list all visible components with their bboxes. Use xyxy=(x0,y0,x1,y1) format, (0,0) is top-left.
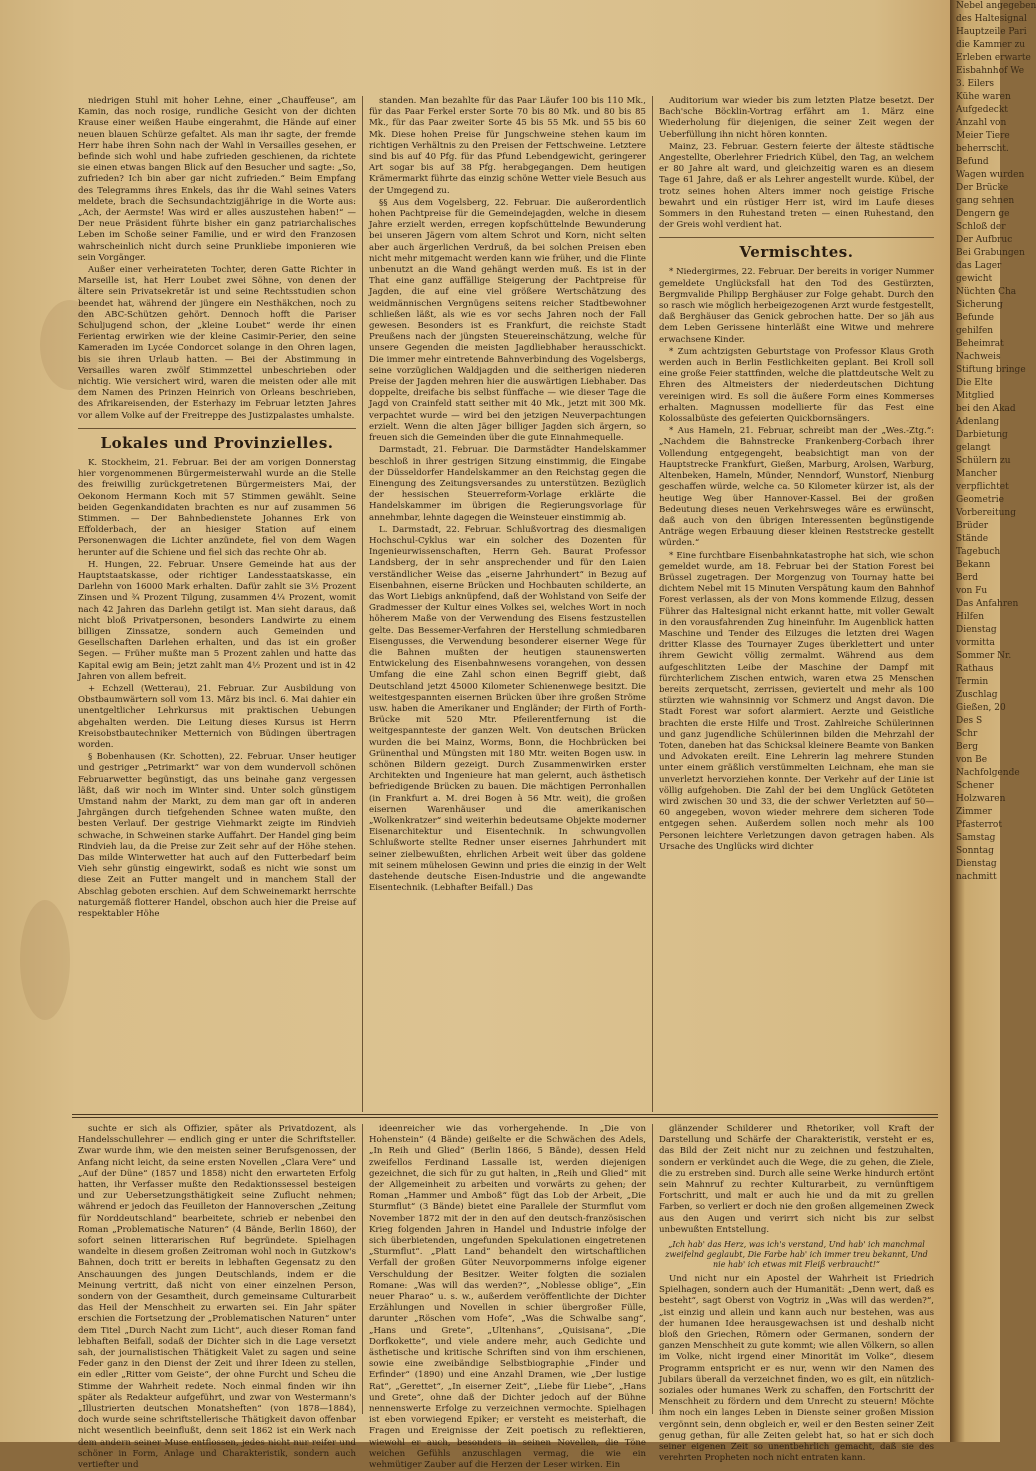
edge-snippet: Rathaus xyxy=(956,664,994,674)
section-heading: Lokales und Provinzielles. xyxy=(78,428,356,454)
section-heading: Vermischtes. xyxy=(659,237,934,263)
edge-snippet: des Haltesignal xyxy=(956,14,1027,24)
edge-snippet: Samstag xyxy=(956,833,996,843)
paragraph: + Echzell (Wetterau), 21. Februar. Zur Ausbildung von Obstbaumwärtern soll vom 13. März bis incl. 6. Mai dahier ein unentgeltlicher Lehrkursus mit praktischen Uebungen abgehalten werden. Die Leitung dieses Kursus ist Herrn Kreisobstbautechniker Metternich von Büdingen übertragen worden. xyxy=(78,683,356,750)
edge-snippet: Erleben erwarte xyxy=(956,53,1031,63)
edge-snippet: Wagen wurden xyxy=(956,170,1025,180)
edge-snippet: Die Elte xyxy=(956,378,993,388)
edge-snippet: Hilfen xyxy=(956,612,985,622)
edge-snippet: Der Brücke xyxy=(956,183,1009,193)
paper-stain xyxy=(20,900,70,1020)
column-1 xyxy=(72,96,362,1112)
paragraph: Darmstadt, 21. Februar. Die Darmstädter Handelskammer beschloß in ihrer gestrigen Sitzung einstimmig, die Eingabe der Düsseldorfer Handelskammer an den Reichstag gegen die Einengung des Zeitungsversandes zu unterstützen. Bezüglich der hessischen Steuerreform-Vorlage erklärte die Handelskammer im übrigen die Regierungsvorlage für annehmbar, lehnte dagegen die Weinsteuer einstimmig ab. xyxy=(369,445,646,523)
feuilleton-column-1 xyxy=(72,1124,362,1471)
edge-snippet: Termin xyxy=(956,677,989,687)
edge-snippet: Stiftung bringe xyxy=(956,365,1026,375)
edge-snippet: Schr xyxy=(956,729,978,739)
paragraph: Auditorium war wieder bis zum letzten Platze besetzt. Der Bach'sche Böcklin-Vortrag erfährt am 1. März eine Wiederholung für diejenigen, die seiner Zeit wegen der Ueberfüllung ihn nicht hören konnten. xyxy=(659,96,934,140)
edge-snippet: Befunde xyxy=(956,313,994,323)
edge-snippet: Hauptzeile Pari xyxy=(956,27,1027,37)
edge-snippet: Berd xyxy=(956,573,979,583)
edge-snippet: Pfasterrot xyxy=(956,820,1002,830)
edge-snippet: verpflichtet xyxy=(956,482,1009,492)
verse-quote: „Ich hab' das Herz, was ich's verstand, Und hab' ich manchmal zweifelnd geglaubt, Die Farbe hab' ich immer treu bekannt, Und nie hab' ich etwas mit Fleiß verbraucht!“ xyxy=(665,1240,928,1270)
edge-snippet: 3. Eilers xyxy=(956,79,995,89)
paragraph: H. Hungen, 22. Februar. Unsere Gemeinde hat aus der Hauptstaatskasse, oder richtiger Landesstaatskasse, ein Darlehn von 16000 Mark erhalten. Dafür zahlt sie 3½ Prozent Zinsen und ¾ Prozent Tilgung, zusammen 4¼ Prozent, womit nach 42 Jahren das Darlehn getilgt ist. Man sieht daraus, daß nicht bloß Privatpersonen, besonders Landwirte zu einem billigen Zinssatze, sondern auch Gemeinden und Gesellschaften Darlehen erhalten, und das ist ein großer Segen. — Früher mußte man 5 Prozent zahlen und hatte das Kapital ewig am Bein; jetzt zahlt man 4½ Prozent und ist in 42 Jahren von allem befreit. xyxy=(78,559,356,682)
edge-snippet: gelangt xyxy=(956,443,991,453)
edge-snippet: Geometrie xyxy=(956,495,1004,505)
edge-snippet: die Kammer zu xyxy=(956,40,1026,50)
feuilleton-column-2 xyxy=(362,1124,652,1471)
edge-text-list xyxy=(950,0,1036,884)
edge-snippet: das Lager xyxy=(956,261,1002,271)
edge-snippet: gang sehnen xyxy=(956,196,1015,206)
edge-snippet: beherrscht. xyxy=(956,144,1009,154)
edge-snippet: Berg xyxy=(956,742,979,752)
paragraph: suchte er sich als Offizier, später als Privatdozent, als Handelsschullehrer — endlich ging er unter die Schriftsteller. Zwar wurde ihm, wie den meisten seiner Berufsgenossen, der Anfang nicht leicht, da seine ersten Novellen „Clara Vere“ und „Auf der Düne“ (1857 und 1858) nicht den erwarteten Erfolg hatten, ihr Verfasser mußte den Redaktionssessel besteigen und zur Uebersetzungsthätigkeit seine Zuflucht nehmen; während er jedoch das Feuilleton der Hannoverschen „Zeitung für Norddeutschland“ bearbeitete, schrieb er nebenbei den Roman „Problematische Naturen“ (4 Bände, Berlin 1860), der sofort seinen litterarischen Ruf begründete. Spielhagen wandelte in diesem großen Zeitroman wohl noch in Gutzkow's Bahnen, doch tritt er bereits in lebhaften Gegensatz zu den Anschauungen des jungen Deutschlands, indem er die Meinung vertritt, daß nicht von einer einzelnen Person, sondern von der Gesamtheit, durch gemeinsame Culturarbeit das Heil der Menschheit zu erwarten sei. Ein Jahr später erschien die Fortsetzung der „Problematischen Naturen“ unter dem Titel „Durch Nacht zum Licht“, auch dieser Roman fand lebhaften Beifall, sodaß der Dichter sich in die Lage versetzt sah, der journalistischen Thätigkeit Valet zu sagen und seine Feder ganz in den Dienst der Zeit und ihrer Ideen zu stellen, ein edler „Ritter vom Geiste“, der ohne Furcht und Scheu die Stimme der Wahrheit redete. Noch einmal finden wir ihn später als Redakteur aufgeführt, und zwar von Westermann's „Illustrierten deutschen Monatsheften“ (von 1878—1884), doch wurde seine schriftstellerische Thätigkeit davon offenbar nicht wesentlich beeinflußt, denn seit 1862 ist ein Werk nach dem andern seiner Muse entflossen, jedes nicht nur reifer und schöner in Form, Anlage und Charakteristik, sondern auch vertiefter und xyxy=(78,1124,356,1471)
paragraph: L. Darmstadt, 22. Februar. Schlußvortrag des diesmaligen Hochschul-Cyklus war ein solcher des Dozenten für Ingenieurwissenschaften, Herrn Geh. Baurat Professor Landsberg, der in sehr ansprechender und für den Laien verständlicher Weise das „eiserne Jahrhundert“ in Bezug auf Eisenbahnen, eiserne Brücken und Hochbauten schilderte, an das Wort Liebigs anknüpfend, daß der Wohlstand von Seife der Gradmesser der Kultur eines Volkes sei, welches Wort in noch höherem Maße von der Verwendung des Eisens festzustellen gelte. Das Bessemer-Verfahren der Herstellung schmiedbaren Eisengusses, die Verwendung besonderer eiserner Wege für die Bahnen mußten der heutigen staunenswerten Entwickelung des Eisenbahnwesens vorangehen, von dessen Umfang die eine Zahl schon einen Begriff giebt, daß Deutschland jetzt 45000 Kilometer Schienenwege besitzt. Die weitestgespannten eisernen Brücken über ihre großen Ströme usw. haben die Amerikaner und Engländer; der Firth of Forth-Brücke mit 520 Mtr. Pfeilerentfernung ist die weitgespannteste der ganzen Welt. Von deutschen Brücken wurden die bei Mainz, Worms, Bonn, die Hochbrücken bei Grünenthal und Müngsten mit 180 Mtr. weiten Bogen usw. in schönen Bildern gezeigt. Durch Zusammenwirken erster Architekten und Ingenieure hat man gelernt, auch ästhetisch befriedigende Brücken zu bauen. Die mächtigen Perronhallen (in Frankfurt a. M. drei Bogen à 56 Mtr. weit), die großen eisernen Warenhäuser und die amerikanischen „Wolkenkratzer“ sind weiterhin bedeutsame Objekte moderner Eisenarchitektur und Eisentechnik. In schwungvollen Schlußworte stellte Redner unser eisernes Jahrhundert mit seiner zielbewußten, ehrlichen Arbeit weit über das goldene mit seinem mühelosen Gewinn und pries die einzig in der Welt dastehende deutsche Eisen-Industrie und die angewandte Eisentechnik. (Lebhafter Beifall.) Das xyxy=(369,524,646,894)
edge-snippet: Stände xyxy=(956,534,989,544)
paragraph: ideenreicher wie das vorhergehende. In „Die von Hohenstein“ (4 Bände) geißelte er die Schwächen des Adels, „In Reih und Glied“ (Berlin 1866, 5 Bände), dessen Held zweifellos Ferdinand Lassalle ist, werden diejenigen gezeichnet, die sich für zu gut halten, in „Reih und Glied“ mit der Allgemeinheit zu arbeiten und vorwärts zu gehen; der Roman „Hammer und Amboß“ fügt das Lob der Arbeit, „Die Sturmflut“ (3 Bände) bietet eine Parallele der Sturmflut vom November 1872 mit der in den auf den deutsch-französischen Krieg folgenden Jahren in Handel und Industrie infolge der sich überbietenden, ungefunden Spekulationen eingetretenen „Sturmflut“. „Platt Land“ behandelt den wirtschaftlichen Verfall der großen Güter Neuvorpommerns infolge eigener Verschuldung der Besitzer. Weiter folgten die sozialen Romane: „Was will das werden?“, „Noblesse oblige“, „Ein neuer Pharao“ u. s. w., außerdem veröffentlichte der Dichter Erzählungen und Novellen in schier übergroßer Fülle, darunter „Röschen vom Hofe“, „Was die Schwalbe sang“, „Hans und Grete“, „Ultenhans“, „Quisisana“, „Die Dorfkokette“, und viele andere mehr, auch Gedichte und ästhetische und kritische Schriften sind von ihm erschienen, sowie eine zweibändige Selbstbiographie „Finder und Erfinder“ (1890) und eine Anzahl Dramen, wie „Der lustige Rat“, „Gerettet“, „In eiserner Zeit“, „Liebe für Liebe“, „Hans und Grete“, ohne daß der Dichter jedoch auf der Bühne nennenswerte Erfolge zu verzeichnen vermochte. Spielhagen ist eben vorwiegend Epiker; er versteht es meisterhaft, die Fragen und Ereignisse der Zeit poetisch zu reflektieren, wiewohl er auch, besonders in seinen Novellen, die Töne weichen Gefühls anzuschlagen vermag, die wie ein wehmütiger Zauber auf die Herzen der Leser wirken. Ein xyxy=(369,1124,646,1471)
edge-snippet: von Fu xyxy=(956,586,988,596)
feuilleton-columns xyxy=(72,1124,940,1471)
edge-snippet: Darbietung xyxy=(956,430,1008,440)
edge-snippet: Mitglied xyxy=(956,391,995,401)
edge-snippet: Tagebuch xyxy=(956,547,1001,557)
edge-snippet: Dienstag xyxy=(956,625,997,635)
paragraph: Mainz, 23. Februar. Gestern feierte der älteste städtische Angestellte, Oberlehrer Friedrich Kübel, den Tag, an welchem er 80 Jahre alt ward, und gleichzeitig waren es an diesem Tage 61 Jahre, daß er als Lehrer angestellt wurde. Kübel, der trotz seines hohen Alters immer noch geistige Frische bewahrt und ein rüstiger Herr ist, wird im Laufe dieses Sommers in den Ruhestand treten — einen Ruhestand, den der Greis wohl verdient hat. xyxy=(659,141,934,231)
edge-snippet: nachmitt xyxy=(956,872,997,882)
edge-snippet: Der Aufbruc xyxy=(956,235,1013,245)
paragraph: * Aus Hameln, 21. Februar, schreibt man der „Wes.-Ztg.“: „Nachdem die Bahnstrecke Frankenberg-Corbach ihrer Vollendung entgegengeht, beabsichtigt man von der Hauptstrecke Frankfurt, Gießen, Marburg, Arolsen, Warburg, Altenbeken, Hameln, Münder, Nenndorf, Wunstorf, Nienburg geschaffen würde, welche ca. 50 Kilometer kürzer ist, als der heutige Weg über Hannover-Kassel. Bei der großen Bedeutung dieses neuen Verkehrsweges wäre es erwünscht, daß auch von den übrigen Interessenten begünstigende Anträge wegen Erbauung dieser kleinen Reststrecke gestellt würden.“ xyxy=(659,426,934,549)
edge-snippet: Schloß der xyxy=(956,222,1006,232)
edge-snippet: Meier Tiere xyxy=(956,131,1010,141)
edge-snippet: Nachweis xyxy=(956,352,1001,362)
column-2 xyxy=(362,96,652,1112)
edge-snippet: Sonntag xyxy=(956,846,994,856)
edge-snippet: Das Anfahren xyxy=(956,599,1019,609)
feuilleton-column-3 xyxy=(652,1124,940,1464)
edge-snippet: Zimmer xyxy=(956,807,992,817)
edge-snippet: Vorbereitung xyxy=(956,508,1016,518)
edge-snippet: Eisbahnhof We xyxy=(956,66,1025,76)
paragraph: Und nicht nur ein Apostel der Wahrheit ist Friedrich Spielhagen, sondern auch der Humanität: „Denn wert, daß es besteht“, sagt Oberst von Vogtriz in „Was will das werden?“, „ist einzig und allein und kann auch nur bestehen, was aus der humanen Idee herausgewachsen ist und deshalb nicht bloß den Griechen, Römern oder Germanen, sondern der ganzen Menschheit zu gute kommt; wie allen Völkern, so allen im Volke, nicht irgend einer Minorität im Volke“, diesem Programm entspricht er es nur, wenn wir den Namen des Jubilars überall da verzeichnet finden, wo es gilt, ein nützlich-soziales oder humanes Werk zu schaffen, den Fortschritt der Menschheit zu fördern und dem Unrecht zu steuern! Möchte ihm noch ein langes Leben in Dienste seiner großen Mission vergönnt sein, denn obgleich er, weil er den Besten seiner Zeit genug gethan, für alle Zeiten gelebt hat, so hat er sich doch seiner eigenen Zeit so unentbehrlich gemacht, daß sie des verehrten Propheten noch nicht entraten kann. xyxy=(659,1274,934,1464)
edge-snippet: gewicht xyxy=(956,274,993,284)
paragraph: * Niedergirmes, 22. Februar. Der bereits in voriger Nummer gemeldete Unglücksfall hat den Tod des Gestürzten, Bergmvalide Philipp Berghäuser zur Folge gehabt. Durch den so rasch wie möglich herbeigezogenen Arzt wurde festgestellt, daß Berghäuser das Genick gebrochen hatte. Der so jäh aus dem Leben Gerissene hinterläßt eine Witwe und mehrere erwachsene Kinder. xyxy=(659,267,934,345)
paragraph: § Bobenhausen (Kr. Schotten), 22. Februar. Unser heutiger und gestriger „Petrimarkt“ war von dem wundervoll schönen Februarwetter begünstigt, das uns beinahe ganz vergessen läßt, daß wir noch im Winter sind. Unter solch günstigem Umstand nahm der Markt, zu dem man gar oft in anderen Jahrgängen durch tiefgehenden Schnee waten mußte, den besten Verlauf. Der gestrige Viehmarkt zeigte im Rindvieh schwache, in Schweinen starke Auffahrt. Der Handel ging beim Rindvieh lau, da die Preise zur Zeit sehr auf der Höhe stehen. Das milde Winterwetter hat auch auf den Futterbedarf beim Vieh sehr günstig eingewirkt, sodaß es nicht wie sonst um diese Zeit an Futter mangelt und in manchem Stall der Abschlag geboten erschien. Auf dem Schweinemarkt herrschte naturgemäß flotterer Handel, obschon auch hier die Preise auf respektabler Höhe xyxy=(78,752,356,920)
edge-snippet: Befund xyxy=(956,157,989,167)
paragraph: §§ Aus dem Vogelsberg, 22. Februar. Die außerordentlich hohen Pachtpreise für die Gemeindejagden, welche in diesem Jahre erzielt werden, erregen kopfschüttelnde Bewunderung bei unseren Jägern vom altem Schrot und Korn, nicht selten aber auch ärgerlichen Verdruß, da bei solchen Preisen eben nicht mehr mitgemacht werden kann wie früher, und die Flinte unbenutzt an die Wand gehängt werden muß. Es ist in der That eine ganz auffällige Steigerung der Pachtpreise für Jagden, die auf eine viel größere Wertschätzung des weidmännischen Vergnügens seitens reicher Stadtbewohner schließen läßt, als wie es vor sechs Jahren noch der Fall gewesen. Besonders ist es Frankfurt, die reichste Stadt Preußens nach der jüngsten Steuereinschätzung, welche für unsere Gegenden die meisten Jagdliebhaber herausschickt. Die immer mehr eintretende Bahnverbindung des Vogelsbergs, seine vorzüglichen Waldjagden und die seitherigen niederen Preise der Jagden mehren hier die auswärtigen Liebhaber. Das doppelte, dreifache bis selbst fünffache — wie dieser Tage die Jagd von Crainfeld statt seither mit 40 Mk., jetzt mit 300 Mk. verpachtet wurde — wird bei den jetzigen Neuverpachtungen erzielt. Wenn die alten Jäger billiger Jagden sich ärgern, so freuen sich die Gemeinden über die gute Einnahmequelle. xyxy=(369,197,646,444)
feuilleton-divider xyxy=(72,1117,938,1118)
edge-snippet: Holzwaren xyxy=(956,794,1006,804)
edge-snippet: Kühe waren xyxy=(956,92,1011,102)
top-columns xyxy=(72,96,940,1112)
edge-snippet: Anzahl von xyxy=(956,118,1007,128)
edge-snippet: Brüder xyxy=(956,521,989,531)
paragraph: Außer einer verheirateten Tochter, deren Gatte Richter in Marseille ist, hat Herr Loubet zwei Söhne, von denen der ältere sein Privatsekretär ist und seine Rechtsstudien schon beendet hat, während der jüngere ein Nesthäkchen, noch zu den ABC-Schützen gehört. Dennoch hofft die Pariser Schuljugend schon, der „kleine Loubet“ werde ihr einen Ferientag erwirken wie der kleine Casimir-Perier, den seine Kameraden im Lycée Condorcet solange in den Ohren lagen, bis sie ihren Urlaub hatten. — Bei der Abstimmung in Versailles waren zwölf Stimmzettel unbeschrieben oder nichtig. Wie versichert wird, waren die meisten oder alle mit dem Namen des Prinzen Heinrich von Orleans beschrieben, des Afrikareisenden, der Esterhazy im Februar letzten Jahres vor allem Volke auf der Freitreppe des Justizpalastes umhalste. xyxy=(78,265,356,421)
edge-snippet: Gießen, 20 xyxy=(956,703,1006,713)
paragraph: * Zum achtzigsten Geburtstage von Professor Klaus Groth werden auch in Berlin Festlichkeiten geplant. Bei Kroll soll eine große Feier stattfinden, welche die plattdeutsche Welt zu Ehren des Altmeisters der niederdeutschen Dichtung vereinigen wird. Es soll die äußere Form eines Kommerses erhalten. Magnussen modellierte für das Fest eine Kolossalbüste des gefeierten Quickbornsängers. xyxy=(659,346,934,425)
adjacent-page-edge xyxy=(950,0,1036,1442)
feuilleton-divider xyxy=(72,1114,938,1115)
edge-snippet: von Be xyxy=(956,755,988,765)
edge-snippet: Nachfolgende xyxy=(956,768,1020,778)
edge-snippet: Dengern ge xyxy=(956,209,1010,219)
edge-snippet: Sommer Nr. xyxy=(956,651,1012,661)
edge-snippet: Sicherung xyxy=(956,300,1003,310)
edge-snippet: Nebel angegeben xyxy=(956,1,1036,11)
paragraph: standen. Man bezahlte für das Paar Läufer 100 bis 110 Mk., für das Paar Ferkel erster Sorte 70 bis 80 Mk. und 80 bis 85 Mk., für das Paar zweiter Sorte 45 bis 55 Mk. und 55 bis 60 Mk. Diese hohen Preise für Jungschweine stehen kaum im richtigen Verhältnis zu den Preisen der Fettschweine. Letztere sind bis auf 40 Pfg. für das Pfund Lebendgewicht, geringerer Art sogar bis auf 38 Pfg. herabgegangen. Dem heutigen Krämermarkt führte das einzig schöne Wetter viele Besuch aus der Umgegend zu. xyxy=(369,96,646,196)
edge-snippet: vormitta xyxy=(956,638,995,648)
edge-snippet: Dienstag xyxy=(956,859,997,869)
edge-snippet: Aufgedeckt xyxy=(956,105,1008,115)
edge-snippet: gehilfen xyxy=(956,326,994,336)
column-3 xyxy=(652,96,940,1112)
paragraph: niedrigen Stuhl mit hoher Lehne, einer „Chauffeuse“, am Kamin, das noch rosige, rundliche Gesicht von der dichten Krause einer weißen Haube eingerahmt, die Hände auf einer neuen blauen Schürze gefaltet. Als man ihr sagte, der fremde Herr habe ihren Sohn nach der Wahl in Versailles gesehen, er befinde sich wohl und habe zufrieden geschienen, da richtete sie einen etwas bangen Blick auf den Besucher und sagte: „So, zufrieden? Ich bin aber gar nicht zufrieden.“ Beim Empfang des Telegramms ihres Enkels, das ihr die Wahl seines Vaters meldete, brach die Sechsundachtzigjährige in die Worte aus: „Ach, der Aermste! Was wird er alles auszustehen haben!“ — Der neue Präsident führte bisher ein ganz patriarchalisches Leben im Schoße seiner Familie, und er wird den Franzosen wahrscheinlich nicht durch seine Prunkliebe imponieren wie sein Vorgänger. xyxy=(78,96,356,263)
edge-snippet: Des S xyxy=(956,716,983,726)
paragraph: K. Stockheim, 21. Februar. Bei der am vorigen Donnerstag hier vorgenommenen Bürgermeisterwahl wurde an die Stelle des freiwillig zurückgetretenen Bürgermeisters Mai, der Oekonom Hermann Koch mit 57 Stimmen gewählt. Seine beiden Gegenkandidaten brachten es nur auf zusammen 56 Stimmen. — Der Bahnbedienstete Johannes Erk von Effolderbach, der an hiesiger Station auf einem Personenwagen die Lichter anzündete, fiel von dem Wagen herunter auf die Schiene und fiel sich das rechte Ohr ab. xyxy=(78,457,356,558)
edge-snippet: Mancher xyxy=(956,469,997,479)
edge-snippet: bei den Akad xyxy=(956,404,1016,414)
paragraph: * Eine furchtbare Eisenbahnkatastrophe hat sich, wie schon gemeldet wurde, am 18. Februar bei der Station Forest bei Brüssel zugetragen. Der Morgenzug von Tournay hatte bei dichtem Nebel mit 15 Minuten Verspätung kaum den Bahnhof Forest verlassen, als der von Mons kommende Eilzug, dessen Führer das Haltesignal nicht erkannt hatte, mit voller Gewalt in den vorausfahrenden Zug hineinfuhr. Im Augenblick hatten Maschine und Tender des Eilzuges die letzten drei Wagen dritter Klasse des Tournayer Zuges überklettert und unter ihrem Gewicht völlig zermalmt. Während aus dem aufgeschlitzten Leibe der Maschine der Dampf mit fürchterlichem Zischen entwich, waren etwa 25 Menschen bereits zerquetscht, zerrissen, geviertelt und mehr als 100 stürzten wie wahnsinnig vor Schmerz und Angst davon. Die Stadt Forest war sofort alarmiert. Aerzte und Geistliche brachten die erste Hilfe und Trost. Zahlreiche Schülerinnen und ganz jugendliche Schülerinnen bilden die Mehrzahl der Toten, daneben hat das Schicksal kleinere Beamte von Banken und Advokaten ereilt. Eine Lehrerin lag mehrere Stunden unter einem gräßlich verstümmelten Leichnam, ehe man sie unverletzt hervorziehen konnte. Der Verkehr auf der Linie ist völlig aufgehoben. Die Zahl der bei dem Unglück Getöteten wird zwischen 30 und 33, die der schwer Verletzten auf 50—60 angegeben, wovon wieder mehrere dem sicheren Tode entgegen sehen. Außerdem sollen noch mehr als 100 Personen leichtere Verletzungen davon getragen haben. Als Ursache des Unglücks wird dichter xyxy=(659,550,934,852)
edge-snippet: Zuschlag xyxy=(956,690,998,700)
edge-snippet: Bei Grabungen xyxy=(956,248,1025,258)
paragraph: glänzender Schilderer und Rhetoriker, voll Kraft der Darstellung und Schärfe der Charakteristik, versteht er es, das Bild der Zeit nicht nur zu zeichnen und festzuhalten, sondern er verkündet auch die Wege, die zu gehen, die Ziele, die zu erstreben sind. Durch alle seine Werke hindurch ertönt sein Mahnruf zu rechter Kulturarbeit, zu vernünftigem Fortschritt, und malt er auch hie und da mit zu grellen Farben, so verliert er doch nie den großen allgemeinen Zweck aus den Augen und verirrt sich nicht bis zur selbst unbewußten Entstellung. xyxy=(659,1124,934,1235)
edge-snippet: Nüchten Cha xyxy=(956,287,1017,297)
edge-snippet: Adenlang xyxy=(956,417,1000,427)
edge-snippet: Bekann xyxy=(956,560,991,570)
edge-snippet: Schener xyxy=(956,781,994,791)
edge-snippet: Beheimrat xyxy=(956,339,1004,349)
edge-snippet: Schülern zu xyxy=(956,456,1011,466)
